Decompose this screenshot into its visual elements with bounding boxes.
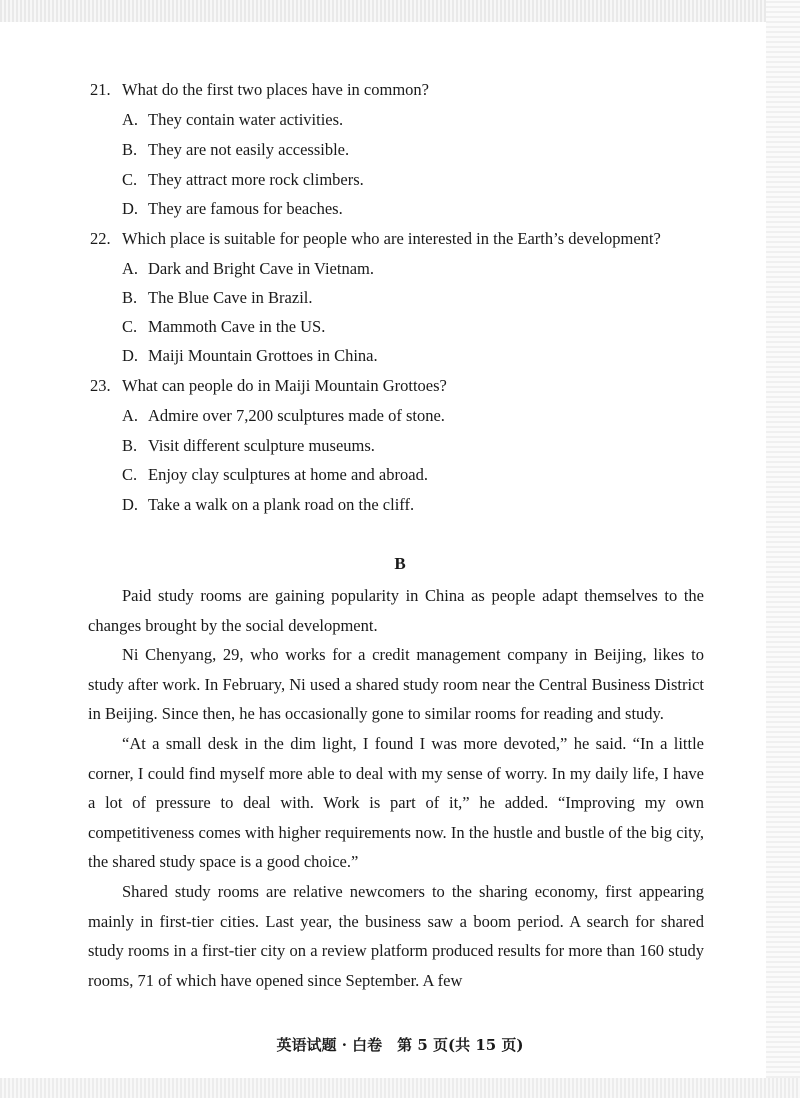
question-21 [90,80,429,100]
question-number: 22. [90,229,111,248]
option-text: They are famous for beaches. [148,199,343,218]
question-stem: What do the first two places have in common? [122,80,429,99]
page-footer: 英语试题 · 白卷 第 5 页(共 15 页) [276,1036,524,1054]
option-22-c [122,317,325,337]
question-stem: Which place is suitable for people who are interested in the Earth’s development? [122,229,661,248]
option-letter: B. [122,288,138,307]
option-letter: B. [122,140,138,159]
option-text: Enjoy clay sculptures at home and abroad. [148,465,428,484]
option-23-c [122,465,428,485]
option-letter: C. [122,170,138,189]
option-letter: A. [122,110,139,129]
question-stem: What can people do in Maiji Mountain Grottoes? [122,376,447,395]
section-title: B [394,554,406,573]
option-text: Visit different sculpture museums. [148,436,375,455]
option-21-b [122,140,349,160]
option-letter: C. [122,465,138,484]
passage-paragraph: Paid study rooms are gaining popularity in China as people adapt themselves to the changes brought by the social development. [88,586,704,635]
option-letter: D. [122,199,139,218]
scan-edge-right [766,0,800,1098]
passage [88,581,704,995]
option-21-d [122,199,343,219]
option-22-b [122,288,313,308]
option-letter: A. [122,259,139,278]
passage-paragraph: Shared study rooms are relative newcomers to the sharing economy, first appearing mainly in first-tier cities. Last year, the business saw a boom period. A search for shared study rooms in a first-tier city on a review platform produced results for more than 160 study rooms, 71 of which have opened since September. A few [88,881,704,990]
option-letter: C. [122,317,138,336]
option-text: Maiji Mountain Grottoes in China. [148,346,378,365]
passage-paragraph: “At a small desk in the dim light, I found I was more devoted,” he said. “In a little corner, I could find myself more able to deal with my sense of worry. In my daily life, I have a lot of pressure to deal with. Work is part of it,” he added. “Improving my own competitiveness comes with higher requirements now. In the hustle and bustle of the big city, the shared study space is a good choice.” [88,733,704,872]
option-21-a [122,110,343,130]
option-text: Take a walk on a plank road on the cliff. [148,495,415,514]
passage-paragraph: Ni Chenyang, 29, who works for a credit management company in Beijing, likes to study after work. In February, Ni used a shared study room near the Central Business District in Beijing. Since then, he has occasionally gone to similar rooms for reading and study. [88,645,704,724]
option-letter: A. [122,406,139,425]
option-letter: D. [122,346,139,365]
question-number: 23. [90,376,111,395]
option-text: Dark and Bright Cave in Vietnam. [148,259,374,278]
option-text: They contain water activities. [148,110,344,129]
option-23-d [122,495,414,515]
question-23 [90,376,447,396]
scan-edge-bottom [0,1078,800,1098]
question-22 [90,229,661,249]
option-text: They are not easily accessible. [148,140,350,159]
question-number: 21. [90,80,111,99]
option-letter: B. [122,436,138,455]
option-text: Mammoth Cave in the US. [148,317,326,336]
scan-edge-top [0,0,800,22]
option-22-a [122,259,374,279]
option-22-d [122,346,378,366]
option-text: They attract more rock climbers. [148,170,364,189]
option-text: The Blue Cave in Brazil. [148,288,313,307]
option-23-b [122,436,375,456]
option-text: Admire over 7,200 sculptures made of stone. [148,406,445,425]
option-letter: D. [122,495,139,514]
option-23-a [122,406,445,426]
option-21-c [122,170,364,190]
